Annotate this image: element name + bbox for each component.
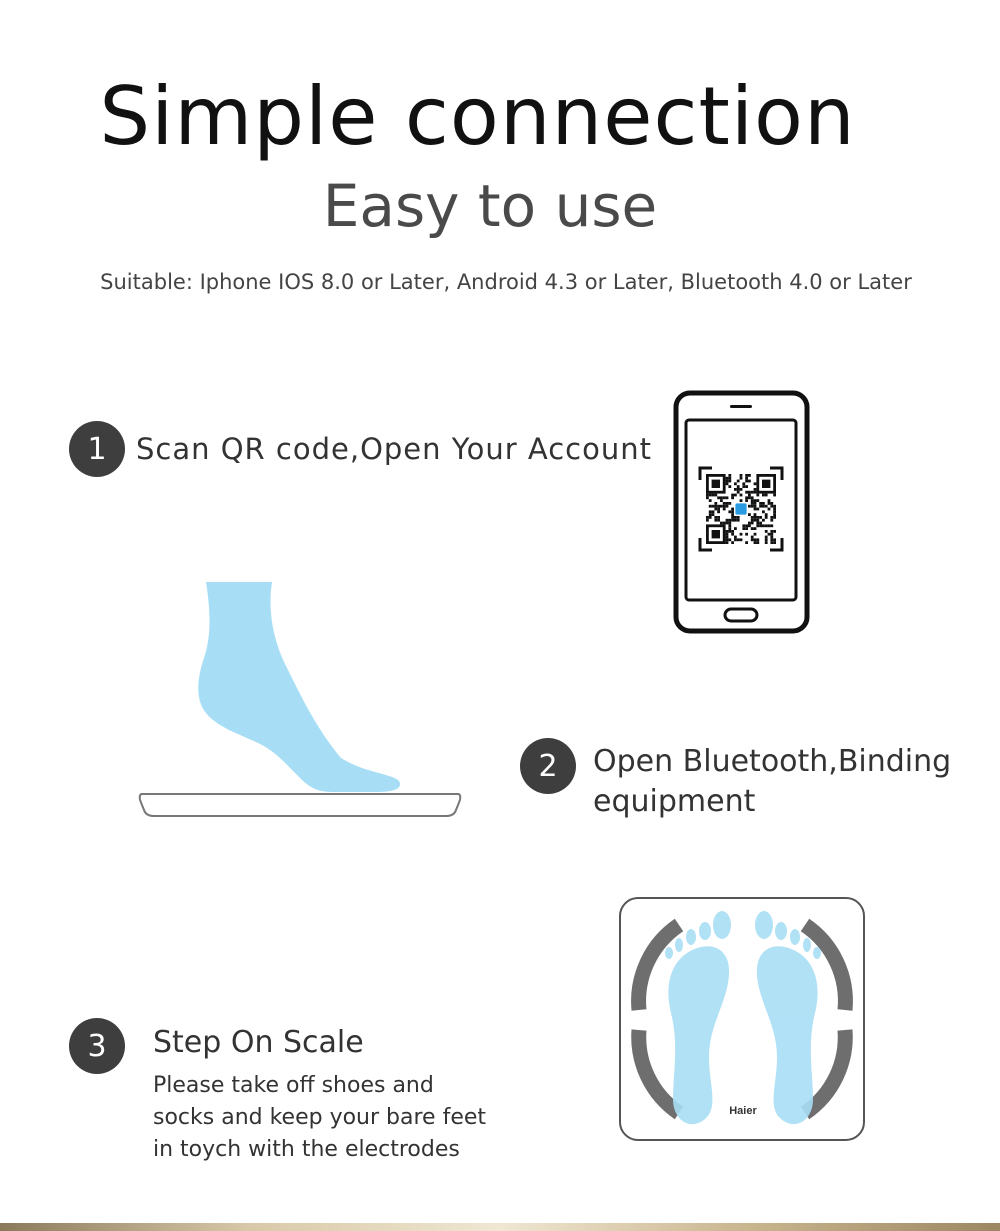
- scale-top-view-illustration: [617, 895, 869, 1145]
- step-3-desc-line-2: socks and keep your bare feet: [153, 1105, 487, 1130]
- step-3-title: Step On Scale: [153, 1025, 364, 1060]
- page-title: Simple connection: [99, 70, 856, 163]
- step-2-number: 2: [520, 738, 576, 794]
- scale-side-view: [140, 794, 461, 816]
- phone-qr-illustration: [672, 390, 812, 636]
- bottom-decorative-bar: [0, 1223, 1000, 1231]
- step-2-line-1: Open Bluetooth,Binding: [593, 744, 952, 779]
- step-2-text: [593, 742, 951, 822]
- step-3-desc-line-1: Please take off shoes and: [153, 1073, 434, 1098]
- compatibility-text: Suitable: Iphone IOS 8.0 or Later, Android 4.3 or Later, Bluetooth 4.0 or Later: [100, 270, 912, 294]
- phone-speaker: [730, 405, 752, 408]
- foot-shape: [198, 582, 400, 792]
- step-3-desc-line-3: in toych with the electrodes: [153, 1137, 460, 1162]
- scale-outline: [620, 898, 864, 1140]
- step-3-description: [153, 1070, 533, 1166]
- scale-brand-logo: Haier: [729, 1105, 757, 1117]
- page-subtitle: Easy to use: [322, 172, 658, 240]
- foot-on-scale-illustration: [136, 578, 466, 824]
- step-1-number: 1: [69, 421, 125, 477]
- step-1-text: Scan QR code,Open Your Account: [136, 432, 652, 466]
- step-3-number: 3: [69, 1018, 125, 1074]
- step-2-line-2: equipment: [593, 784, 756, 819]
